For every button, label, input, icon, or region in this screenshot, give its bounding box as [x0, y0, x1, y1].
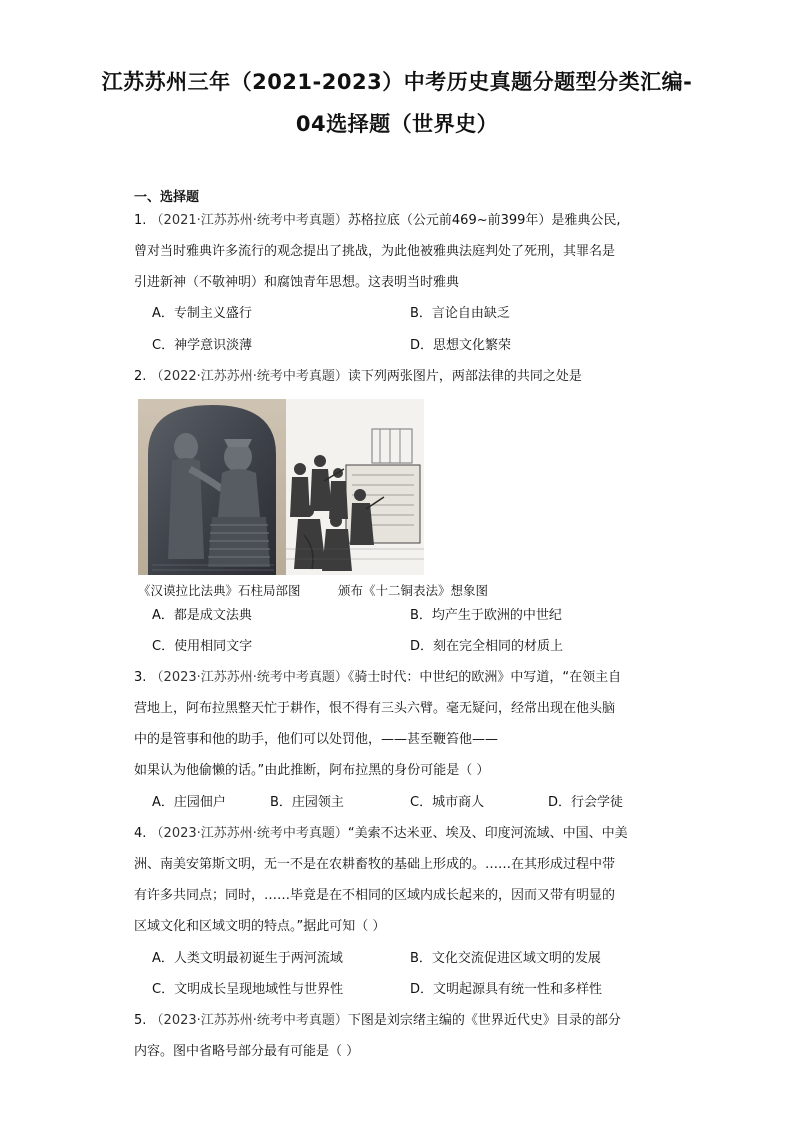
question-4-option-b: B．文化交流促进区域文明的发展 — [410, 951, 601, 966]
question-2-source: （2022·江苏苏州·统考中考真题） — [150, 369, 348, 384]
question-4-text-1: “美索不达米亚、埃及、印度河流域、中国、中美 — [347, 826, 628, 841]
question-5-source: （2023·江苏苏州·统考中考真题） — [150, 1013, 348, 1028]
question-3-option-d: D．行会学徒 — [548, 795, 624, 810]
question-3-text-1: 《骑士时代：中世纪的欧洲》中写道，“在领主自 — [347, 670, 622, 685]
question-4-option-d: D．文明起源具有统一性和多样性 — [410, 982, 603, 997]
question-4-line-4: 区域文化和区域文明的特点。”据此可知（ ） — [134, 919, 386, 934]
question-3-option-a: A．庄园佃户 — [152, 795, 226, 810]
twelve-tables-image-caption: 颁布《十二铜表法》想象图 — [338, 583, 489, 598]
hammurabi-image-caption: 《汉谟拉比法典》石柱局部图 — [138, 583, 301, 598]
question-1-source: （2021·江苏苏州·统考中考真题） — [150, 213, 348, 228]
hammurabi-stele-image — [138, 399, 286, 575]
question-1-line-3: 引进新神（不敬神明）和腐蚀青年思想。这表明当时雅典 — [134, 275, 460, 290]
question-3-line-1 — [134, 669, 664, 687]
question-3-line-2: 营地上，阿布拉黑整天忙于耕作，恨不得有三头六臂。毫无疑问，经常出现在他头脑 — [134, 701, 616, 716]
question-4-number: 4. — [134, 826, 147, 841]
question-1-number: 1. — [134, 213, 147, 228]
question-2-text-1: 读下列两张图片，两部法律的共同之处是 — [347, 369, 582, 384]
question-1-line-2: 曾对当时雅典许多流行的观念提出了挑战，为此他被雅典法庭判处了死刑，其罪名是 — [134, 244, 616, 259]
section-heading: 一、选择题 — [134, 190, 200, 205]
question-3-source: （2023·江苏苏州·统考中考真题） — [150, 670, 348, 685]
question-2-option-d: D．刻在完全相同的材质上 — [410, 639, 564, 654]
question-4-source: （2023·江苏苏州·统考中考真题） — [150, 826, 348, 841]
document-title-line-1: 江苏苏州三年（2021-2023）中考历史真题分题型分类汇编- — [101, 70, 693, 94]
question-2-number: 2. — [134, 369, 147, 384]
question-4-line-3: 有许多共同点；同时，……毕竟是在不相同的区域内成长起来的，因而又带有明显的 — [134, 888, 616, 903]
question-3-number: 3. — [134, 670, 147, 685]
question-2-line-1 — [134, 368, 664, 386]
question-2-option-b: B．均产生于欧洲的中世纪 — [410, 608, 562, 623]
question-1-option-d: D．思想文化繁荣 — [410, 338, 512, 353]
question-4-line-2: 洲、南美安第斯文明，无一不是在农耕畜牧的基础上形成的。……在其形成过程中带 — [134, 857, 616, 872]
document-title-line-2: 04选择题（世界史） — [295, 112, 499, 136]
question-5-text-1: 下图是刘宗绪主编的《世界近代史》目录的部分 — [347, 1013, 621, 1028]
question-2-option-a: A．都是成文法典 — [152, 608, 252, 623]
question-3-option-c: C．城市商人 — [410, 795, 485, 810]
question-3-line-4: 如果认为他偷懒的话。”由此推断，阿布拉黑的身份可能是（ ） — [134, 763, 490, 778]
question-4-option-a: A．人类文明最初诞生于两河流域 — [152, 951, 343, 966]
question-3-option-b: B．庄园领主 — [270, 795, 344, 810]
question-5-line-1 — [134, 1012, 664, 1030]
question-1-option-a: A．专制主义盛行 — [152, 306, 252, 321]
question-5-number: 5. — [134, 1013, 147, 1028]
question-1-text-1: 苏格拉底（公元前469~前399年）是雅典公民, — [347, 213, 621, 228]
twelve-tables-engraving-image — [286, 399, 424, 575]
question-4-option-c: C．文明成长呈现地域性与世界性 — [152, 982, 344, 997]
question-2-option-c: C．使用相同文字 — [152, 639, 253, 654]
question-1-option-b: B．言论自由缺乏 — [410, 306, 510, 321]
question-5-line-2: 内容。图中省略号部分最有可能是（ ） — [134, 1044, 360, 1059]
question-1-option-c: C．神学意识淡薄 — [152, 338, 253, 353]
question-1-line-1 — [134, 212, 664, 230]
question-4-line-1 — [134, 825, 664, 843]
question-3-line-3: 中的是管事和他的助手，他们可以处罚他，——甚至鞭笞他—— — [134, 732, 499, 747]
